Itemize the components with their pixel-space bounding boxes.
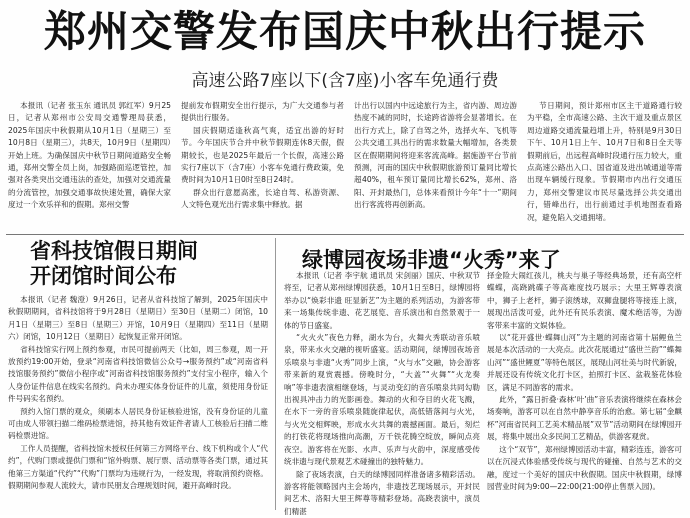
- top-col4-paragraph: 节日期间，预计郑州市区主干道路通行较为平稳，全市高速公路、主次干道及重点景区周边道路交通流量趋增上升，特别是9月30日下午、10月1日上午、10月7日和8日全天等假期前后，出远程高峰时段通行压力较大，重点高速公路出入口、国省道及进出城通道等需出现车辆缓行现象。节假期市内出行交通压力，郑州交警建议市民尽量选择公共交通出行，错峰出行，出行前通过手机地图查看路况，避免陷入交通拥堵。: [527, 100, 682, 224]
- green-expo-paragraph: 本报讯（记者 李宇航 通讯员 宋剑丽）国庆、中秋双节将至，记者从郑州绿博园获悉，10月1日至8日，绿博园将举办以“焕彩非遗 旺显新艺”为主题的系列活动，为游客带来一场集传统非遗、花艺展览、音乐演出和自然景观于一体的节日盛宴。: [284, 270, 480, 332]
- green-expo-paragraph: 这个“双节”，郑州绿博园活动丰富，精彩连连，游客可以在沉浸式体验感受传统与现代的碰撞、自然与艺术的交融，度过一个美好的国庆中秋假期。国庆中秋假期，绿博园营业时间为9:00—22:00(21:00停止售票入园)。: [487, 444, 682, 494]
- top-article-column-3: [354, 100, 517, 232]
- main-subheadline: 高速公路7座以下(含7座)小客车免通行费: [0, 70, 690, 92]
- top-col2-paragraph: 群众出行意愿高涨，长途自驾、私游资源、人文特色观光出行需求集中释放。据: [181, 187, 344, 212]
- science-museum-title-line2: 开闭馆时间公布: [30, 263, 177, 289]
- top-article-column-4: [527, 100, 682, 232]
- science-museum-title-line1: 省科技馆假日期间: [30, 238, 198, 264]
- section-divider: [6, 234, 684, 235]
- green-expo-paragraph: 此外，“露日折叠·森林‘叶’曲”音乐表演将继续在森林会场奏响，游客可以在自然中静享音乐的治愈。第七届“金麒杯”河南省民间工艺美术精品展”双节”活动期间在绿博园开展，将集中展出众多民间工艺精品，供游客观赏。: [487, 394, 682, 444]
- top-col3-paragraph: 计出行以国内中远途旅行为主，省内游、周边游热度不减的同时，长途跨省游将会显著增长。在出行方式上，除了自驾之外，选择火车、飞机等公共交通工具出行的需求数量大幅增加，各类景区在假期期间将迎来客流高峰。据施游平台节前预测，河南的国庆中秋假期旅游预订量同比增长超40%，租车预订量同比增长62%，郑州、洛阳、开封最热门，总体来看预计今年“十一”期间出行客流将再创新高。: [354, 100, 517, 212]
- main-headline: 郑州交警发布国庆中秋出行提示: [0, 6, 690, 58]
- green-expo-title: 绿博园夜场非遗“火秀”来了: [302, 246, 561, 274]
- green-expo-column-2: [487, 270, 682, 510]
- column-divider: [275, 238, 276, 510]
- green-expo-paragraph: 择金险大闹红孩儿，桃夫与巢子等经典场景，还有高空杆蝶蝶，高跷跳碟子等高难度技巧展示；大里王辉尊表演中，狮子上老杆，狮子滚绣球，双狮盘腿将等接连上演，展现出活泼可爱，此外还有民乐表演、魔术绝活等，为游客带来丰富的文娱体验。: [487, 270, 682, 332]
- green-expo-paragraph: 除了夜场表演，白天的绿博园同样准备诸多精彩活动。游客将能领略园内主会场内，非遗技艺现场展示，开封民间艺术、洛阳大里王辉尊等精彩登场。高跷表演中，演员们精湛: [284, 469, 480, 518]
- science-museum-paragraph: 工作人员提醒，省科技馆未授权任何第三方网络平台、线下机构或个人“代约”，代购门票或提供门票和“馆外购票、展厅票、活动票等各类门票，通过其他第三方渠道“代约”“代购”门票均为违规行为，一经发现，将取消预约资格。假期期间参观人流较大，请市民朋友合理规划时间，避开高峰时段。: [8, 443, 268, 493]
- science-museum-article: [8, 294, 268, 509]
- top-col2-paragraph: 国庆假期适逢秋高气爽，适宜出游的好时节。今年国庆节合并中秋节假期连休8天假，假期较长，也是2025年最后一个长假，高速公路实行7座以下（含7座）小客车免通行费政策，免费时间为10月1日0时至8日24时。: [181, 125, 344, 187]
- top-col1-paragraph: 本报讯（记者 张玉东 通讯员 郭红军）9月25日，记者从郑州市公安局交通警理局获悉，2025年国庆中秋假期从10月1日（星期三）至10月8日（星期三），共8天，10月9日（星期四）开始上班。为确保国庆中秋节日期间道路安全畅通，郑州交警全员上岗，加强路面巡逻管控，加强对各类突出交通违法的查处，加强对交通流量的分流管控，加强交通事故快速处置，确保大家度过一个欢乐祥和的假期。郑州交警: [8, 100, 171, 212]
- green-expo-column-1: [284, 270, 480, 510]
- top-col2-paragraph: 提前发布假期安全出行提示，为广大交通参与者提供出行服务。: [181, 100, 344, 125]
- green-expo-paragraph: 以“花开盛世·蝶舞山河”为主题的河南省第十届鲤鱼兰展是本次活动的一大亮点。此次花展通过“盛世兰韵”“蝶舞山河”“盛世鲤夏”等特色展区，展现山河壮美与时代新貌，并展还设有传统文化打卡区，拍照打卡区、盆栽鉴花体验区，满足不同游客的需求。: [487, 332, 682, 394]
- science-museum-paragraph: 省科技馆实行网上预约参观，市民可提前两天（比如，周三参观，周一开放预约19:00开始，登录“河南省科技馆微信公众号→服务预约”或“河南省科技馆服务预约”微信小程序或“河南省科技馆服务预约”支付宝小程序，输入个人身份证件信息在线实名预约。尚未办理实体身份证件的儿童，须使用身份证件号码实名预约。: [8, 344, 268, 406]
- top-article-column-2: [181, 100, 344, 232]
- green-expo-paragraph: “火火火”夜色力释，湖水为台，火舞火秀联动音乐喷泉，带来水火交融的视听盛宴。活动期间，绿博园夜场音乐喷泉与非遗“火秀”同步上演，“火与水”交融，协会游客带来新的观赏震撼。傍晚时分，“大盖”“火舞”“火龙奏响”等非遗表演相继登场，与灵动变幻的音乐喷泉共同勾勒出视具冲击力的光影画卷。舞动的火和夺目的火花飞溅，在水下一旁的音乐喷泉随旋律起伏，高低错落间与火光，与火光交相辉映，形成水火共舞的震撼画面。最后，刻烂的打铁花将现场推向高潮，万千铁花腾空绽放，瞬间点亮夜空。游客将在光影、水声、乐声与火韵中，深度感受传统非遗与现代景观艺术碰撞出的独特魅力。: [284, 332, 480, 468]
- science-museum-paragraph: 本报讯（记者 魏澄）9月26日，记者从省科技馆了解到，2025年国庆中秋假期期间，省科技馆将于9月28日（星期日）至30日（星期二）闭馆，10月1日（星期三）至8日（星期三）开馆，10月9日（星期四）至11日（星期六）闭馆，10月12日（星期日）起恢复正常开闭馆。: [8, 294, 268, 344]
- science-museum-paragraph: 预约入馆门票的观众，须刷本人居民身份证核验进馆，没有身份证的儿童可由成人带领扫描二维码检票进馆，持其他有效证件者请人工核验后扫描二维码检票进馆。: [8, 406, 268, 443]
- top-article-column-1: [8, 100, 171, 232]
